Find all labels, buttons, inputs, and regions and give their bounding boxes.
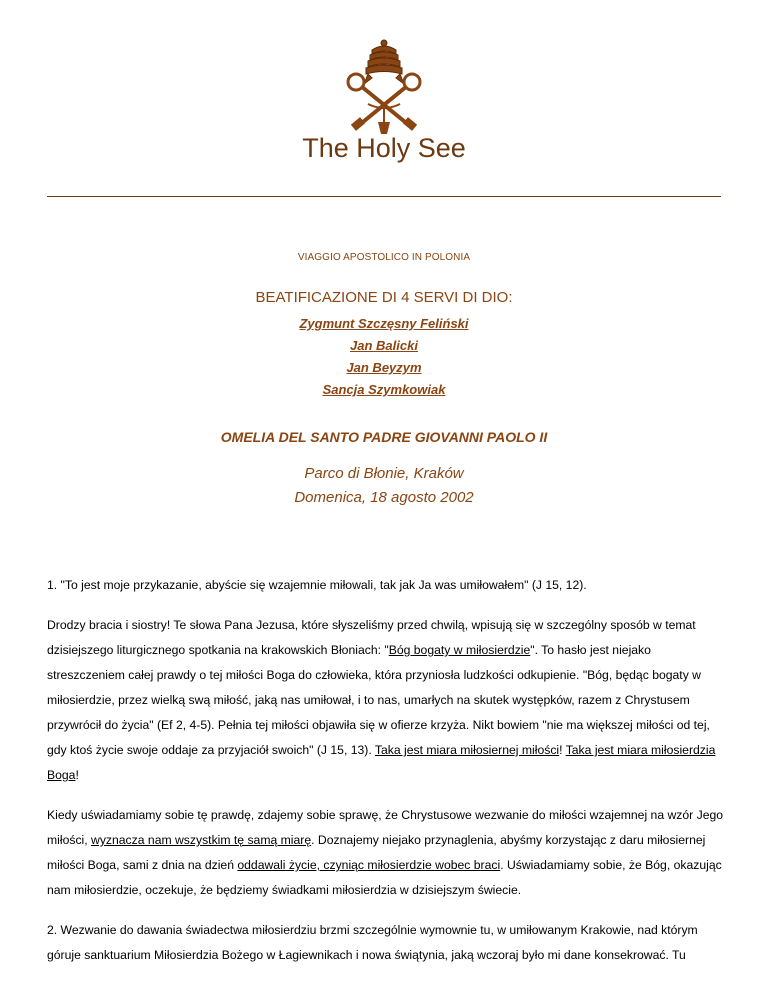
paragraph-4: 2. Wezwanie do dawania świadectwa miłosierdziu brzmi szczególnie wymownie tu, w umiłowanym Krakowie, nad którym góruje sanktuarium Miłosierdzia Bożego w Łagiewnikach i nowa świątynia, jaką wczoraj było mi dane konsekrować. Tu bbox=[47, 923, 698, 962]
beatification-heading: BEATIFICAZIONE DI 4 SERVI DI DIO: bbox=[255, 289, 513, 306]
link-miara-milosiernej[interactable]: Taka jest miara miłosiernej miłości bbox=[374, 743, 560, 757]
text: Kiedy uświadamiamy sobie tę prawdę, zdajemy sobie sprawę, że Chrystusowe wezwanie do miłości wzajemnej na wzór Jego miłości, bbox=[47, 808, 724, 847]
link-oddawali-zycie[interactable]: oddawali życie, czyniąc miłosierdzie wobec braci bbox=[237, 858, 501, 872]
text: ! bbox=[75, 768, 79, 782]
paragraph-3 bbox=[47, 803, 727, 903]
place: Parco di Błonie, Kraków bbox=[304, 465, 464, 482]
paragraph-2 bbox=[47, 613, 727, 788]
text: . Uświadamiamy sobie, że Bóg, okazując nam miłosierdzie, oczekuje, że będziemy świadkami miłosierdzia w dzisiejszym świecie. bbox=[47, 858, 722, 897]
homily-body bbox=[47, 573, 727, 983]
name-link-felinski[interactable]: Zygmunt Szczęsny Feliński bbox=[299, 316, 469, 331]
text: Drodzy bracia i siostry! Te słowa Pana Jezusa, które słyszeliśmy przed chwilą, wpisują się w szczególny sposób w temat dzisiejszego liturgicznego spotkania na krakowskich Błoniach: " bbox=[47, 618, 696, 657]
site-title[interactable]: The Holy See bbox=[302, 133, 466, 163]
text: ! bbox=[559, 743, 566, 757]
text: . Doznajemy niejako przynaglenia, abyśmy korzystając z daru miłosiernej miłości Boga, sami z dnia na dzień bbox=[47, 833, 706, 872]
trip-kicker: VIAGGIO APOSTOLICO IN POLONIA bbox=[297, 252, 471, 263]
name-link-beyzym[interactable]: Jan Beyzym bbox=[346, 360, 422, 375]
holy-see-emblem-icon bbox=[338, 38, 430, 138]
header-divider bbox=[47, 196, 721, 197]
date: Domenica, 18 agosto 2002 bbox=[294, 489, 474, 506]
place-and-date bbox=[0, 462, 768, 510]
link-bog-bogaty[interactable]: Bóg bogaty w miłosierdzie bbox=[388, 643, 531, 657]
name-link-balicki[interactable]: Jan Balicki bbox=[350, 338, 418, 353]
name-link-szymkowiak[interactable]: Sancja Szymkowiak bbox=[322, 382, 446, 397]
homily-title: OMELIA DEL SANTO PADRE GIOVANNI PAOLO II bbox=[220, 429, 548, 445]
text: ". To hasło jest niejako streszczeniem całej prawdy o tej miłości Boga do człowieka, która przyniosła ludzkości odkupienie. "Bóg, będąc bogaty w miłosierdzie, przez wielką swą miłość, jaką nas umiłował, i to nas, umarłych na skutek występków, razem z Chrystusem przywrócił do życia" (Ef 2, 4-5). Pełnia tej miłości objawiła się w ofierze krzyża. Nikt bowiem "nie ma większej miłości od tej, gdy ktoś życie swoje oddaje za przyjaciół swoich" (J 15, 13). bbox=[47, 643, 710, 757]
paragraph-1: 1. "To jest moje przykazanie, abyście się wzajemnie miłowali, tak jak Ja was umiłowałem" (J 15, 12). bbox=[47, 578, 587, 592]
link-ta-sama-miara[interactable]: wyznacza nam wszystkim tę samą miarę bbox=[91, 833, 312, 847]
link-miara-milosierdzia[interactable]: Taka jest miara miłosierdzia Boga bbox=[47, 743, 716, 782]
beatified-names-list bbox=[0, 313, 768, 401]
